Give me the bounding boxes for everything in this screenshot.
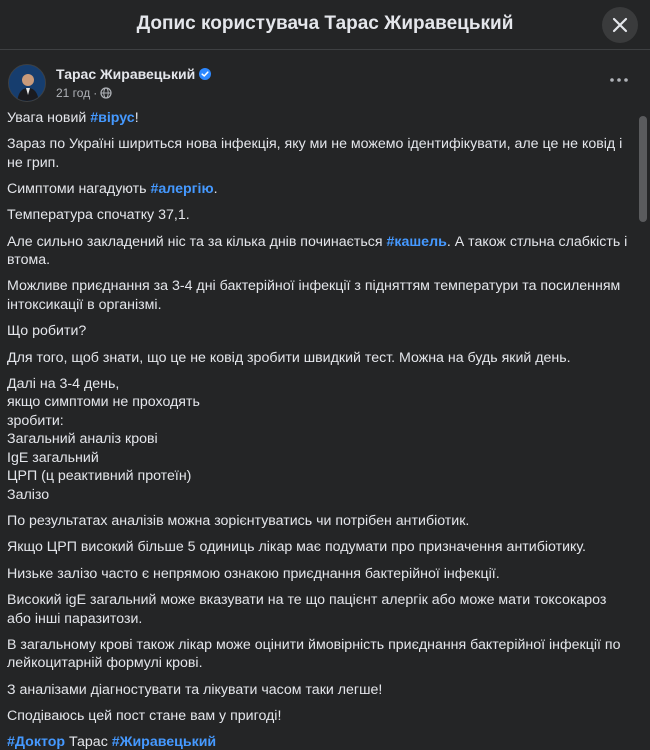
post-paragraph: Для того, щоб знати, що це не ковід зробити швидкий тест. Можна на будь який день. [7,349,571,366]
post-paragraph: Що робити? [7,323,87,340]
dialog-header [0,0,650,50]
post-time[interactable]: 21 год [56,86,91,100]
list-line: зробити: [7,412,64,429]
more-dots-icon [610,78,628,82]
post-text [7,109,633,750]
post-paragraph: Якщо ЦРП високий більше 5 одиниць лікар має подумати про призначення антибіотику. [7,539,586,556]
post-paragraph: Зараз по Україні шириться нова інфекція, яку ми не можемо ідентифікувати, але це не ковід і не грип. [7,136,623,171]
post-paragraph-list [7,375,633,505]
avatar-image [9,65,46,102]
post-paragraph [7,233,633,270]
text: Але сильно закладений ніс та за кілька днів починається [7,233,387,250]
list-line: Далі на 3-4 день, [7,375,120,392]
post-paragraph: В загальному крові також лікар може оцінити ймовірність приєднання бактерійної інфекції по лейкоцитарній формулі крові. [7,636,621,672]
list-line: IgE загальний [7,449,99,466]
text: Симптоми нагадують [7,181,151,198]
post-paragraph [7,733,633,750]
post-paragraph [7,109,633,128]
verified-icon [199,68,211,80]
hashtag-zhyravetskyi[interactable]: #Жиравецький [111,734,217,750]
avatar[interactable] [8,64,46,102]
dialog-title: Допис користувача Тарас Жиравецький [136,13,514,34]
hashtag-cough[interactable]: #кашель [386,233,447,250]
post-paragraph: З аналізами діагностувати та лікувати часом таки легше! [7,681,383,698]
post-paragraph: Температура спочатку 37,1. [7,207,190,224]
hashtag-virus[interactable]: #вірус [90,110,135,126]
more-options-button[interactable] [604,70,634,90]
list-line: Загальний аналіз крові [7,431,158,448]
text: Тарас [65,734,112,750]
author-name[interactable]: Тарас Жиравецький [56,66,196,82]
text: ! [134,110,139,126]
post-header [8,64,636,104]
post-paragraph: По результатах аналізів можна зорієнтуватись чи потрібен антибіотик. [7,513,470,530]
close-button[interactable] [602,7,638,43]
close-icon [612,17,628,33]
hashtag-doctor[interactable]: #Доктор [7,734,66,750]
list-line: Залізо [7,486,50,503]
list-line: ЦРП (ц реактивний протеїн) [7,468,192,485]
post-paragraph: Високий igE загальний може вказувати на те що пацієнт алергік або може мати токсокароз або інші паразитози. [7,592,607,627]
globe-icon[interactable] [100,87,112,99]
text: Увага новий [7,110,91,126]
text: . [213,181,218,198]
scrollbar-thumb[interactable] [639,116,647,222]
post-paragraph: Сподіваюсь цей пост стане вам у пригоді! [7,707,282,724]
text: . А також стльна слабкість і втома. [7,233,628,269]
hashtag-allergy[interactable]: #алергію [150,181,214,198]
post-paragraph [7,180,633,199]
meta-separator: · [93,86,98,100]
post-paragraph: Можливе приєднання за 3-4 дні бактерійної інфекції з підняттям температури та посиленням інтоксикації в організмі. [7,278,621,313]
list-line: якщо симптоми не проходять [7,394,200,411]
post-paragraph: Низьке залізо часто є непрямою ознакою приєднання бактерійної інфекції. [7,565,500,582]
post-scroll-area[interactable] [0,50,650,750]
